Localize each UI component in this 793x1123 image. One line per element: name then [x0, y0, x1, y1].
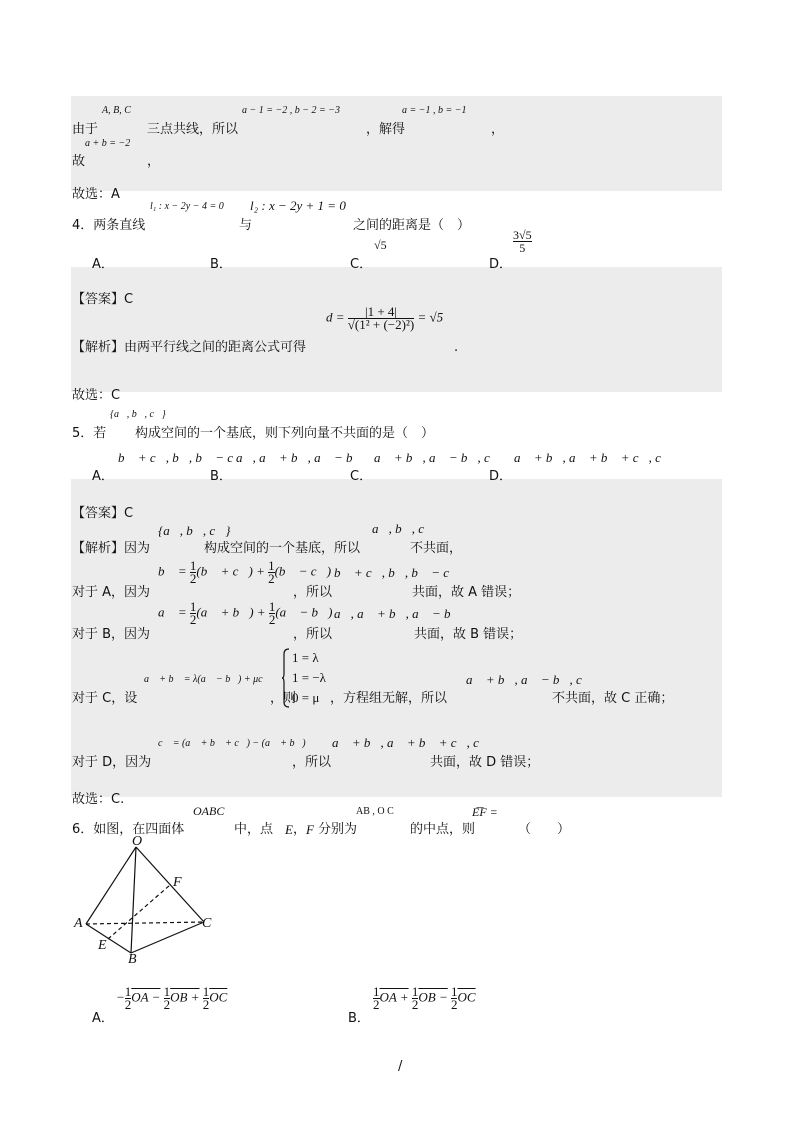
- q6-b-f1-den: 2: [373, 997, 380, 1012]
- q6-a-f1-num: 1: [124, 984, 132, 999]
- q6-a-f1-den: 2: [124, 997, 132, 1012]
- q5-aB-pre: 对于 B，因为: [72, 627, 151, 642]
- q5-aC-system: [292, 648, 326, 708]
- q4-option-d-den: 5: [519, 241, 526, 255]
- q3-line1-pre: 由于: [72, 122, 99, 137]
- edge-ob: [131, 847, 136, 953]
- q3-points-label: A, B, C: [102, 105, 131, 116]
- edge-bc: [131, 922, 204, 953]
- q5-aC-sys-1: 1 = λ: [292, 650, 319, 665]
- q5-aD-eq: c⃗ = (a⃗ + b⃗ + c⃗) − (a⃗ + b⃗): [158, 738, 306, 749]
- q6-a-sign: −: [116, 989, 125, 1005]
- q6-b-f2-den: 2: [411, 997, 419, 1012]
- edge-ac-hidden: [86, 922, 204, 924]
- q5-a1-post: 不共面，: [410, 541, 463, 556]
- q5-aB-post: 共面，故 B 错误；: [414, 627, 523, 642]
- q6-ef-label: E͞F =: [472, 805, 498, 819]
- q3-line1-end: ，: [491, 122, 505, 137]
- q5-a1-set: {a⃗, b⃗, c⃗}: [158, 523, 231, 538]
- q5-aB-f2-den: 2: [268, 612, 276, 627]
- q5-aB-term1: (a⃗ + b⃗) +: [196, 604, 266, 620]
- q5-aA-lhs: b⃗ =: [158, 563, 187, 579]
- q4-option-c-value: √5: [374, 238, 387, 252]
- q5-aB-term2: (a⃗ − b⃗): [275, 604, 333, 620]
- q6-b-t2: OB −: [418, 989, 448, 1005]
- q5-aB-mid: ，所以: [293, 627, 333, 642]
- q6-option-b-label: B．: [348, 1011, 370, 1026]
- page-footer: /: [398, 1059, 403, 1074]
- q3-line1-solve: ，解得: [366, 122, 406, 137]
- q4-stem-post: 之间的距离是（ ）: [353, 218, 471, 233]
- q5-a1-pre: 【解析】因为: [72, 541, 151, 556]
- q5-aB-lhs: a⃗ =: [158, 604, 187, 620]
- q5-a1-vec: a⃗, b⃗, c⃗: [372, 521, 435, 536]
- label-e: E: [98, 938, 107, 953]
- q6-a-f3-den: 2: [202, 997, 210, 1012]
- q5-aB-eq: [158, 601, 332, 626]
- q4-stem-pre: 4．两条直线: [72, 218, 146, 233]
- q3-solution-band: [71, 96, 722, 191]
- label-c: C: [202, 916, 212, 931]
- q5-aA-f2-num: 1: [268, 558, 275, 573]
- segment-ef-hidden: [108, 885, 170, 939]
- q4-formula: [326, 306, 443, 331]
- q6-a-t2: OB +: [170, 989, 200, 1005]
- q6-paren: （ ）: [518, 822, 571, 837]
- q5-aB-vec: a⃗, a⃗ + b⃗, a⃗ − b⃗: [334, 606, 461, 621]
- q5-aD-mid: ，所以: [292, 755, 332, 770]
- q5-answer: 【答案】C: [72, 506, 134, 521]
- q5-aC-vec: a⃗ + b⃗, a⃗ − b⃗, c⃗: [466, 672, 592, 687]
- label-b: B: [128, 952, 137, 967]
- q5-aD-vec: a⃗ + b⃗, a⃗ + b⃗ + c⃗, c⃗: [332, 735, 490, 750]
- q6-comma: ，: [293, 822, 307, 837]
- q5-aA-term1: (b⃗ + c⃗) +: [196, 563, 265, 579]
- q6-b-t1: OA +: [379, 989, 409, 1005]
- q6-a-t3: $\overline{OC}$: [209, 989, 228, 1005]
- q5-aB-f1-den: 2: [189, 612, 197, 627]
- edge-oa: [86, 847, 136, 924]
- q5-option-b-label: B．: [210, 469, 232, 484]
- q4-formula-num: |1 + 4|: [348, 306, 414, 319]
- q3-line2-pre: 故: [72, 154, 86, 169]
- q6-b-f1-num: 1: [373, 984, 380, 999]
- label-a: A: [74, 916, 83, 931]
- q4-option-d-label: D．: [489, 257, 513, 272]
- q5-aD-pre: 对于 D，因为: [72, 755, 152, 770]
- q4-analysis-pre: 【解析】由两平行线之间的距离公式可得: [72, 340, 307, 355]
- q5-option-c-label: C．: [350, 469, 373, 484]
- q6-stem-pre: 6．如图，在四面体: [72, 822, 185, 837]
- q5-aA-eq: [158, 560, 331, 585]
- q5-basis-set: {a⃗, b⃗, c⃗}: [110, 409, 166, 420]
- q6-a-t1: OA −: [131, 989, 161, 1005]
- q5-stem-post: 构成空间的一个基底，则下列向量不共面的是（ ）: [135, 426, 435, 441]
- q6-a-f2-num: 1: [163, 984, 171, 999]
- q5-aB-f1-num: 1: [189, 599, 197, 614]
- q4-conclusion: 故选：C: [72, 388, 121, 403]
- q5-aC-pre: 对于 C，设: [72, 691, 138, 706]
- q5-aC-then: ，则: [270, 691, 297, 706]
- q4-option-d-num: 3√5: [513, 228, 532, 242]
- q4-formula-den: √(1² + (−2)²): [347, 317, 415, 332]
- q5-aC-post: 不共面，故 C 正确；: [552, 691, 674, 706]
- q5-option-a-value: b⃗ + c⃗, b⃗, b⃗ − c⃗: [118, 450, 244, 465]
- q6-point-e: E: [285, 822, 293, 837]
- q6-a-f3-num: 1: [202, 984, 210, 999]
- q3-solution: a = −1 , b = −1: [402, 105, 467, 116]
- q4-option-a-label: A．: [92, 257, 114, 272]
- q5-option-d-value: a⃗ + b⃗, a⃗ + b⃗ + c⃗, c⃗: [514, 450, 672, 465]
- q4-answer: 【答案】C: [72, 292, 134, 307]
- q5-aC-sys-2: 1 = −λ: [292, 670, 326, 685]
- q6-ab-oc-label: AB , O C: [356, 806, 394, 817]
- label-o: O: [132, 834, 143, 849]
- q4-option-d-value: [513, 229, 532, 254]
- q5-option-a-label: A．: [92, 469, 114, 484]
- q3-conclusion: 故选：A: [72, 187, 120, 202]
- q5-a1-mid: 构成空间的一个基底，所以: [204, 541, 361, 556]
- q3-sum: a + b = −2: [85, 138, 131, 149]
- label-f: F: [173, 875, 182, 890]
- q5-stem-pre: 5．若: [72, 426, 107, 441]
- q5-aA-f1-num: 1: [189, 558, 197, 573]
- q5-aB-f2-num: 1: [268, 599, 276, 614]
- tetrahedron-figure: [70, 835, 220, 975]
- q6-b-f3-num: 1: [450, 984, 458, 999]
- edge-oc: [136, 847, 204, 922]
- q6-stem-mid1: 中，点: [234, 822, 274, 837]
- q4-line-l1: l₁ : x − 2y − 4 = 0: [150, 201, 224, 212]
- q5-aA-f2-den: 2: [268, 571, 275, 586]
- q5-option-d-label: D．: [489, 469, 513, 484]
- q5-aD-post: 共面，故 D 错误；: [430, 755, 540, 770]
- q5-aC-sys-3: 0 = μ: [292, 690, 320, 705]
- q4-line-l2: l₂ : x − 2y + 1 = 0: [250, 198, 346, 213]
- q6-point-f: F: [306, 822, 314, 837]
- q4-analysis-dot: .: [454, 340, 459, 355]
- q5-aA-mid: ，所以: [293, 585, 333, 600]
- q4-option-c-label: C．: [350, 257, 373, 272]
- q5-aC-mid: ，方程组无解，所以: [330, 691, 448, 706]
- q4-option-b-label: B．: [210, 257, 232, 272]
- q6-stem-mid3: 的中点，则: [410, 822, 476, 837]
- q5-aA-vec: b⃗ + c⃗, b⃗, b⃗ − c⃗: [334, 565, 460, 580]
- q3-line2-end: ，: [147, 154, 161, 169]
- q5-option-b-value: a⃗, a⃗ + b⃗, a⃗ − b⃗: [236, 450, 363, 465]
- q5-aA-post: 共面，故 A 错误；: [412, 585, 521, 600]
- q6-b-t3: $\overline{OC}$: [457, 989, 476, 1005]
- q3-equation: a − 1 = −2 , b − 2 = −3: [242, 105, 340, 116]
- q6-oabc-label: OABC: [193, 804, 225, 818]
- q5-aA-f1-den: 2: [189, 571, 197, 586]
- q5-aA-pre: 对于 A，因为: [72, 585, 151, 600]
- q6-option-a-value: [116, 986, 227, 1011]
- q5-aC-eq: a⃗ + b⃗ = λ(a⃗ − b⃗) + μc⃗: [144, 674, 271, 685]
- q6-stem-mid2: 分别为: [318, 822, 358, 837]
- q4-formula-rhs: = √5: [417, 309, 444, 325]
- q6-option-a-label: A．: [92, 1011, 114, 1026]
- q4-formula-lhs: d =: [326, 309, 345, 325]
- q5-option-c-value: a⃗ + b⃗, a⃗ − b⃗, c⃗: [374, 450, 500, 465]
- q6-a-f2-den: 2: [163, 997, 171, 1012]
- q5-aA-term2: (b⃗ − c⃗): [274, 563, 332, 579]
- q6-b-f2-num: 1: [411, 984, 419, 999]
- q6-b-f3-den: 2: [450, 997, 458, 1012]
- q5-conclusion: 故选：C.: [72, 792, 125, 807]
- q3-line1-mid: 三点共线，所以: [147, 122, 239, 137]
- q6-option-b-value: [373, 986, 476, 1011]
- q4-stem-and: 与: [239, 218, 253, 233]
